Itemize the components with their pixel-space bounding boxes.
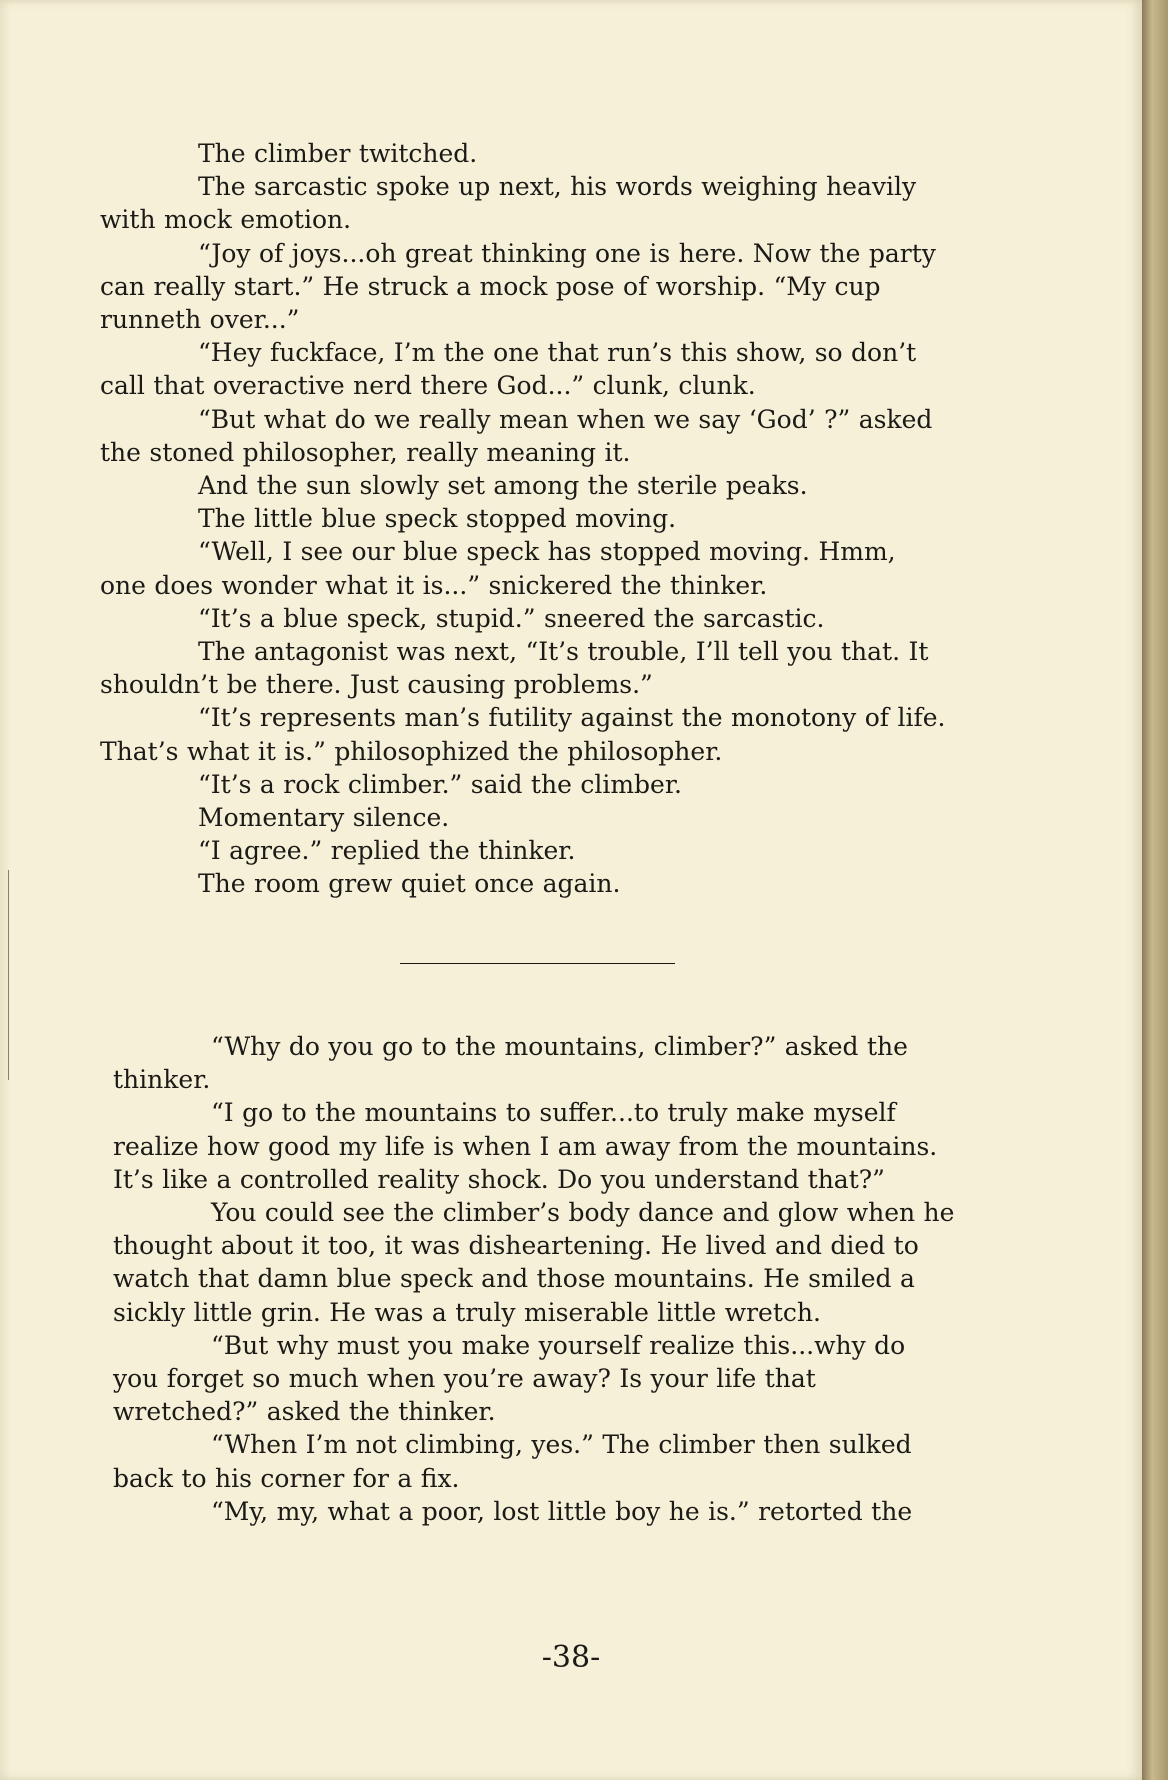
text-section-1: [100, 137, 980, 901]
paragraph: The little blue speck stopped moving.: [198, 504, 677, 534]
page-number: -38-: [541, 1640, 601, 1675]
paragraph: The antagonist was next, “It’s trouble, I’ll tell you that. It shouldn’t be there. Just causing problems.”: [100, 637, 929, 700]
paragraph: You could see the climber’s body dance and glow when he thought about it too, it was disheartening. He lived and died to watch that damn blue speck and those mountains. He smiled a sickly little grin. He was a truly miserable little wretch.: [113, 1198, 955, 1327]
paragraph: “I agree.” replied the thinker.: [198, 836, 576, 866]
paragraph: “It’s a blue speck, stupid.” sneered the sarcastic.: [198, 603, 825, 633]
text-section-2: [113, 1030, 983, 1528]
paragraph: “Well, I see our blue speck has stopped moving. Hmm, one does wonder what it is...” snickered the thinker.: [100, 537, 896, 600]
paragraph: The sarcastic spoke up next, his words weighing heavily with mock emotion.: [100, 172, 917, 235]
paragraph: “But what do we really mean when we say ‘God’ ?” asked the stoned philosopher, really meaning it.: [100, 404, 933, 467]
paragraph: The climber twitched.: [198, 139, 478, 168]
paragraph: Momentary silence.: [198, 803, 450, 833]
paragraph: And the sun slowly set among the sterile peaks.: [198, 471, 808, 501]
paragraph: “Joy of joys...oh great thinking one is here. Now the party can really start.” He struck a mock pose of worship. “My cup runneth over...”: [100, 238, 936, 335]
paragraph: “It’s represents man’s futility against the monotony of life. That’s what it is.” philosophized the philosopher.: [100, 703, 946, 766]
paragraph: “Hey fuckface, I’m the one that run’s this show, so don’t call that overactive nerd there God...” clunk, clunk.: [100, 338, 917, 401]
scene-break-divider: [400, 963, 675, 964]
paragraph: “When I’m not climbing, yes.” The climber then sulked back to his corner for a fix.: [113, 1430, 912, 1493]
paragraph: “But why must you make yourself realize this...why do you forget so much when you’re away? Is your life that wretched?” asked the thinker.: [113, 1330, 906, 1427]
binding-mark: [8, 870, 9, 1080]
book-spine: [1142, 0, 1168, 1780]
paragraph: “My, my, what a poor, lost little boy he is.” retorted the: [211, 1496, 913, 1526]
paragraph: “It’s a rock climber.” said the climber.: [198, 769, 682, 799]
paragraph: The room grew quiet once again.: [198, 869, 621, 899]
paragraph: “I go to the mountains to suffer...to truly make myself realize how good my life is when I am away from the mountains. It’s like a controlled reality shock. Do you understand that?”: [113, 1098, 938, 1194]
paragraph: “Why do you go to the mountains, climber?” asked the thinker.: [113, 1032, 908, 1095]
